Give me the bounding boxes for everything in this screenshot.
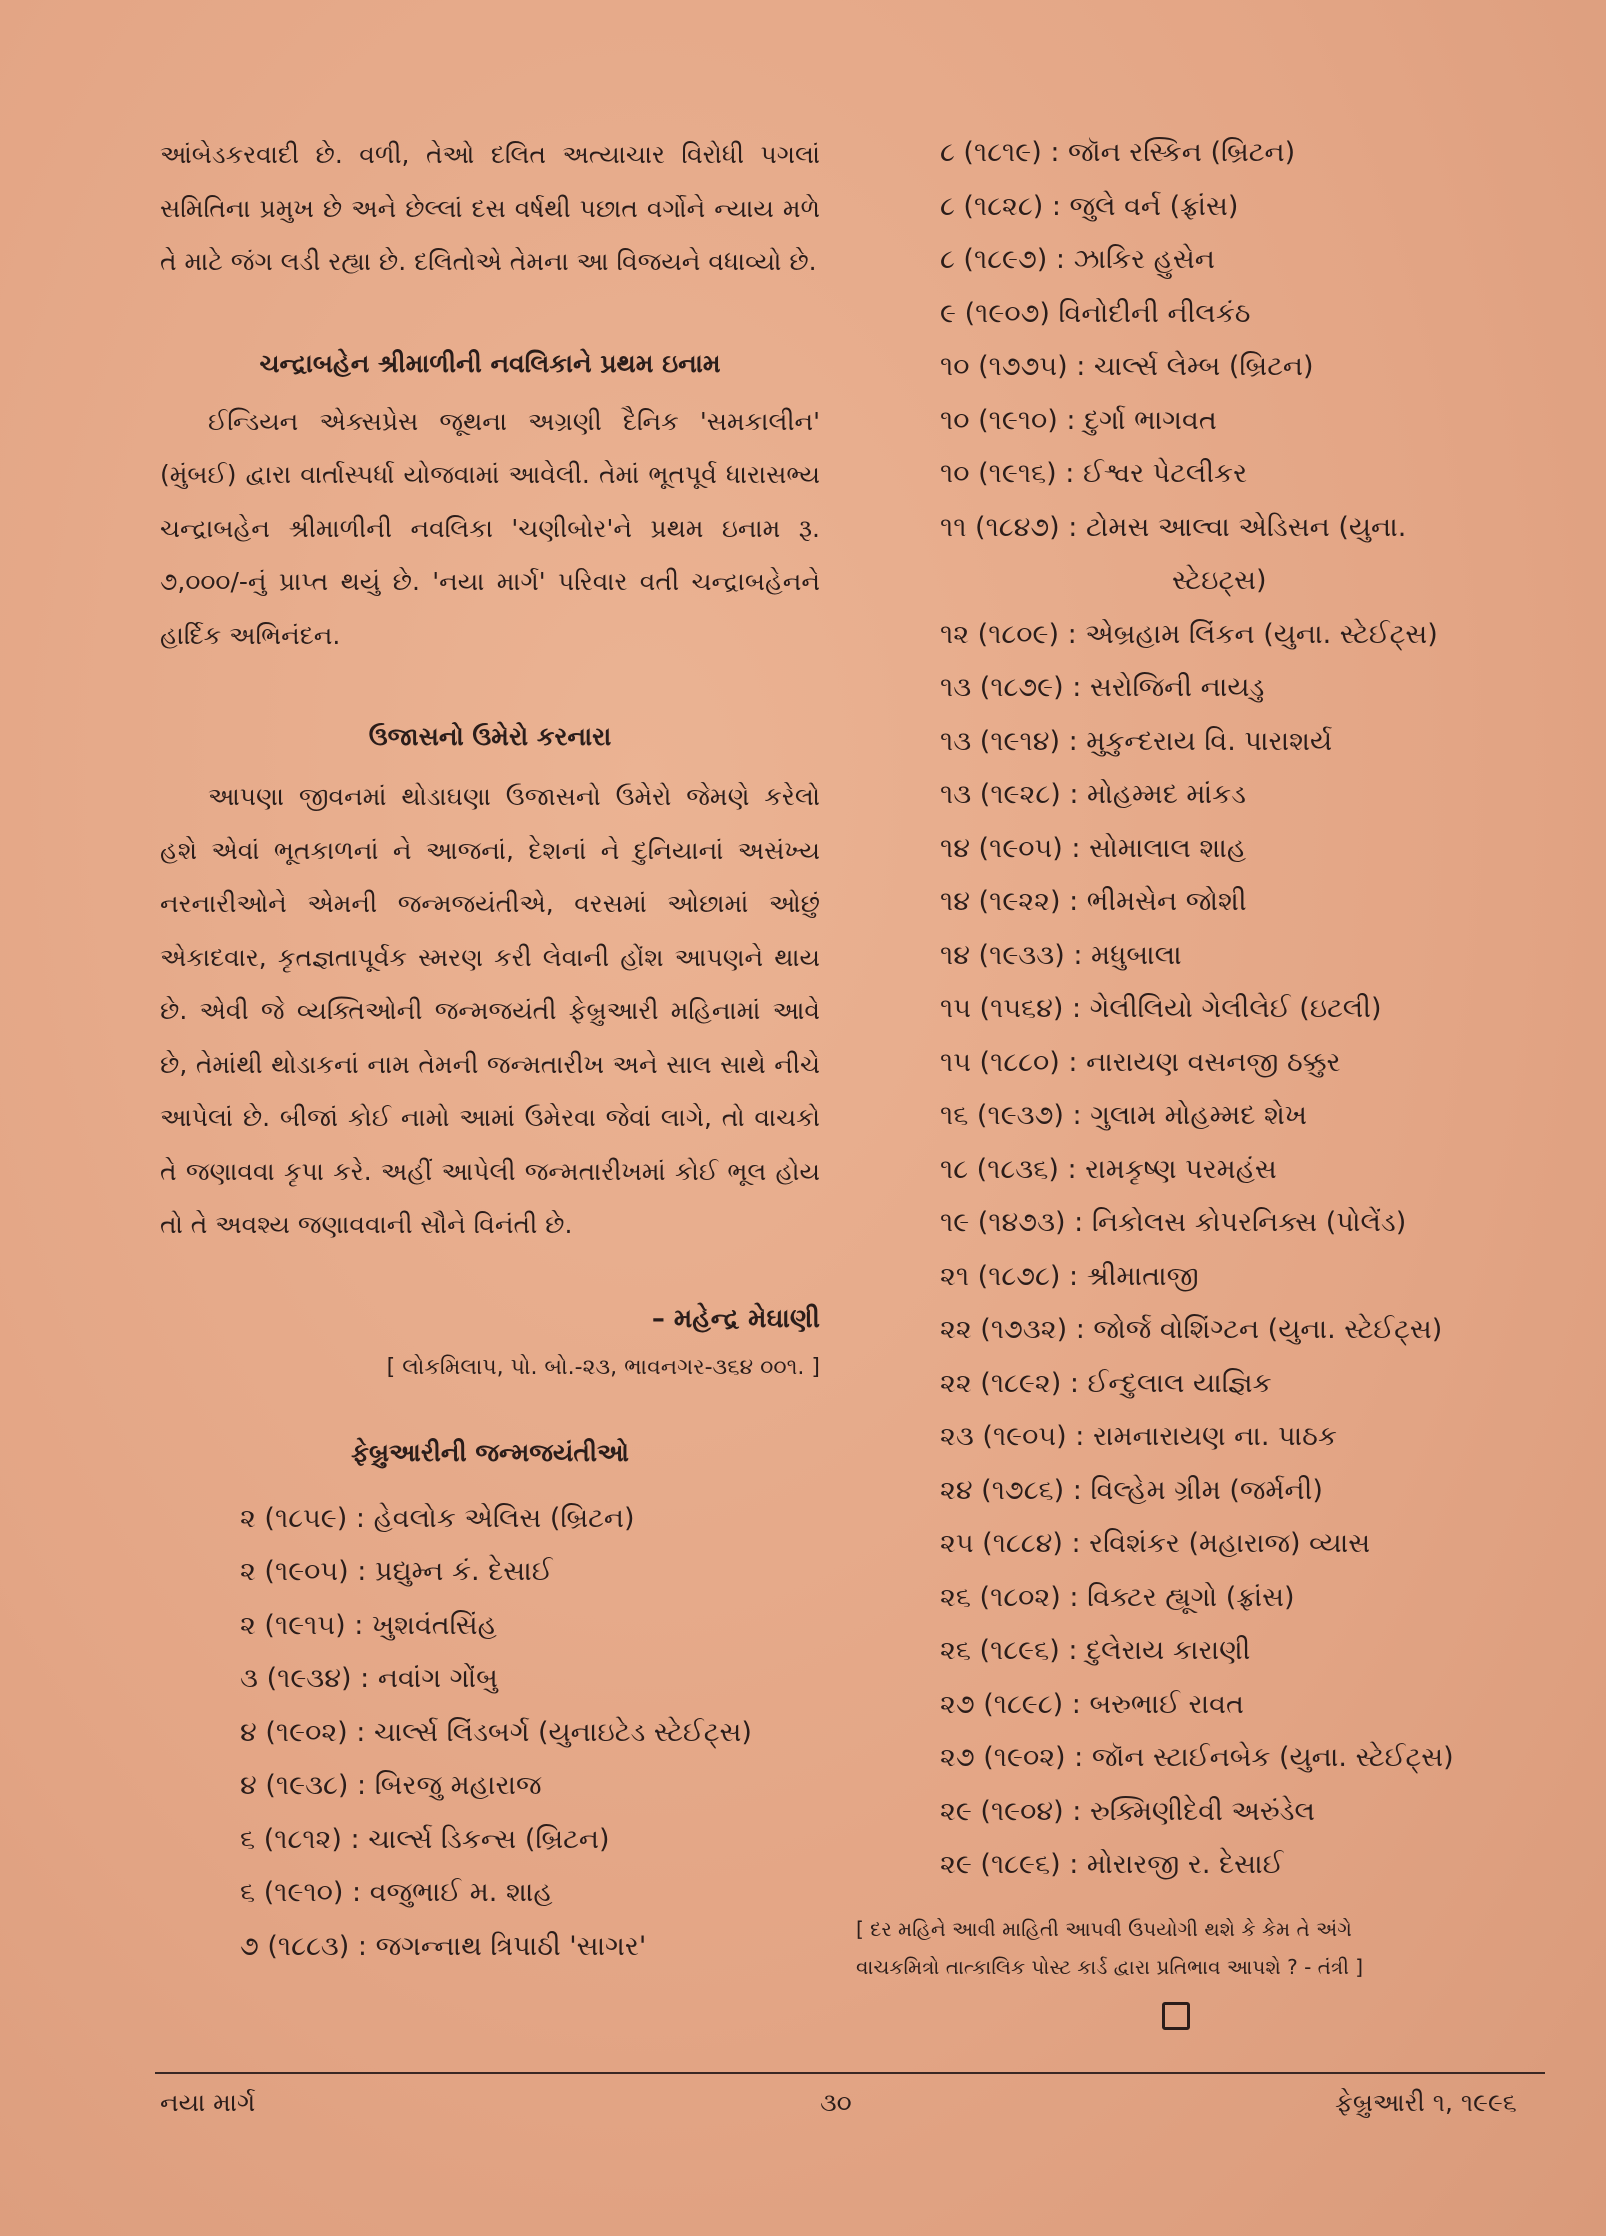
list-item: ૨૩ (૧૯૦૫) : રામનારાયણ ના. પાઠક [940, 1421, 1337, 1452]
author-address: [ લોકમિલાપ, પો. બો.-૨૩, ભાવનગર-૩૬૪ ૦૦૧. ] [386, 1354, 820, 1380]
list-item: ૮ (૧૮૨૮) : જુલે વર્ન (ફ્રાંસ) [940, 190, 1239, 222]
list-item: ૧૧ (૧૮૪૭) : ટોમસ આલ્વા એડિસન (યુના. [940, 511, 1407, 543]
list-item: ૧૦ (૧૯૧૦) : દુર્ગા ભાગવત [940, 404, 1217, 436]
section-heading-award: ચન્દ્રાબહેન શ્રીમાળીની નવલિકાને પ્રથમ ઇનામ [259, 348, 721, 378]
list-item: ૧૩ (૧૮૭૯) : સરોજિની નાયડુ [940, 672, 1265, 703]
birthday-list-left [160, 1492, 820, 1974]
intro-paragraph: આંબેડકરવાદી છે. વળી, તેઓ દલિત અત્યાચાર વિરોધી પગલાં સમિતિના પ્રમુખ છે અને છેલ્લાં દસ વર્ષથી પછાત વર્ગોને ન્યાય મળે તે માટે જંગ લડી રહ્યા છે. દલિતોએ તેમના આ વિજયને વધાવ્યો છે. [160, 140, 820, 276]
list-item: ૨ (૧૮૫૯) : હેવલોક એલિસ (બ્રિટન) [240, 1502, 635, 1534]
list-item: ૪ (૧૯૦૨) : ચાર્લ્સ લિંડબર્ગ (યુનાઇટેડ સ્ટેઈટ્સ) [240, 1716, 752, 1748]
author-signature: – મહેન્દ્ર મેઘાણી [651, 1303, 820, 1334]
list-item: ૧૩ (૧૯૨૮) : મોહમ્મદ માંકડ [940, 779, 1246, 810]
list-item: ૧૩ (૧૯૧૪) : મુકુન્દરાય વિ. પારાશર્ય [940, 725, 1333, 757]
footer-rule [155, 2072, 1545, 2074]
editor-note-line: વાચકમિત્રો તાત્કાલિક પોસ્ટ કાર્ડ દ્વારા પ્રતિભાવ આપશે ? - તંત્રી ] [856, 1954, 1364, 1979]
list-item: ૧૨ (૧૮૦૯) : એબ્રહામ લિંકન (યુના. સ્ટેઈટ્સ) [940, 618, 1438, 650]
list-item: ૧૫ (૧૫૬૪) : ગેલીલિયો ગેલીલેઈ (ઇટલી) [940, 993, 1382, 1024]
list-item: ૬ (૧૯૧૦) : વજુભાઈ મ. શાહ [240, 1877, 553, 1908]
list-item: ૨૬ (૧૮૦૨) : વિક્ટર હ્યૂગો (ફ્રાંસ) [940, 1581, 1295, 1613]
section-heading-birthdays: ફેબ્રુઆરીની જન્મજયંતીઓ [351, 1437, 629, 1467]
list-item: ૮ (૧૮૧૯) : જૉન રસ્કિન (બ્રિટન) [940, 137, 1296, 168]
list-item: ૧૦ (૧૭૭૫) : ચાર્લ્સ લેમ્બ (બ્રિટન) [940, 351, 1314, 382]
list-item-continuation: સ્ટેઇટ્સ) [1172, 565, 1267, 596]
birthday-list-right [850, 126, 1540, 1892]
list-item: ૭ (૧૮૮૩) : જગન્નાથ ત્રિપાઠી 'સાગર' [240, 1930, 647, 1962]
award-paragraph: ઈન્ડિયન એક્સપ્રેસ જૂથના અગ્રણી દૈનિક 'સમકાલીન' (મુંબઈ) દ્વારા વાર્તાસ્પર્ધા યોજવામાં આવેલી. તેમાં ભૂતપૂર્વ ધારાસભ્ય ચન્દ્રાબહેન શ્રીમાળીની નવલિકા 'ચણીબોર'ને પ્રથમ ઇનામ રૂ. ૭,૦૦૦/-નું પ્રાપ્ત થયું છે. 'નયા માર્ગ' પરિવાર વતી ચન્દ્રાબહેનને હાર્દિક અભિનંદન. [160, 406, 820, 650]
list-item: ૨૨ (૧૭૩૨) : જોર્જ વોશિંગ્ટન (યુના. સ્ટેઈટ્સ) [940, 1314, 1443, 1345]
list-item: ૨૯ (૧૯૦૪) : રુક્મિણીદેવી અરુંડેલ [940, 1795, 1315, 1827]
footer-magazine-name: નયા માર્ગ [160, 2088, 256, 2117]
footer-issue-date: ફેબ્રુઆરી ૧, ૧૯૯૬ [1335, 2088, 1517, 2117]
list-item: ૧૪ (૧૯૩૩) : મધુબાલા [940, 939, 1182, 971]
list-item: ૩ (૧૯૩૪) : નવાંગ ગોંબુ [240, 1663, 498, 1694]
list-item: ૧૬ (૧૯૩૭) : ગુલામ મોહમ્મદ શેખ [940, 1100, 1307, 1131]
section-heading-ujas: ઉજાસનો ઉમેરો કરનારા [368, 722, 612, 751]
list-item: ૨૭ (૧૯૦૨) : જૉન સ્ટાઈનબેક (યુના. સ્ટેઈટ્સ) [940, 1742, 1454, 1773]
list-item: ૨૨ (૧૮૯૨) : ઈન્દુલાલ યાજ્ઞિક [940, 1367, 1272, 1399]
editor-note [850, 1910, 1540, 1986]
list-item: ૧૪ (૧૯૦૫) : સોમાલાલ શાહ [940, 832, 1247, 864]
list-item: ૧૫ (૧૮૮૦) : નારાયણ વસનજી ઠક્કુર [940, 1046, 1341, 1078]
list-item: ૬ (૧૮૧૨) : ચાર્લ્સ ડિકન્સ (બ્રિટન) [240, 1823, 610, 1855]
page-number: ૩૦ [820, 2088, 852, 2117]
list-item: ૮ (૧૮૯૭) : ઝાકિર હુસેન [940, 244, 1215, 275]
list-item: ૨૯ (૧૮૯૬) : મોરારજી ર. દેસાઈ [940, 1849, 1284, 1880]
list-item: ૧૦ (૧૯૧૬) : ઈશ્વર પેટલીકર [940, 458, 1248, 489]
list-item: ૧૮ (૧૮૩૬) : રામકૃષ્ણ પરમહંસ [940, 1153, 1277, 1185]
list-item: ૨૧ (૧૮૭૮) : શ્રીમાતાજી [940, 1260, 1199, 1292]
list-item: ૧૪ (૧૯૨૨) : ભીમસેન જોશી [940, 886, 1247, 917]
list-item: ૨ (૧૯૧૫) : ખુશવંતસિંહ [240, 1609, 497, 1641]
list-item: ૨૬ (૧૮૯૬) : દુલેરાય કારાણી [940, 1635, 1251, 1666]
list-item: ૨૫ (૧૮૮૪) : રવિશંકર (મહારાજ) વ્યાસ [940, 1528, 1371, 1559]
right-column [850, 126, 1540, 1986]
list-item: ૨૪ (૧૭૮૬) : વિલ્હેમ ગ્રીમ (જર્મની) [940, 1474, 1323, 1506]
editor-note-line: [ દર મહિને આવી માહિતી આપવી ઉપયોગી થશે કે કેમ તે અંગે [856, 1916, 1352, 1941]
list-item: ૧૯ (૧૪૭૩) : નિકોલસ કોપરનિક્સ (પોલેંડ) [940, 1207, 1407, 1238]
list-item: ૨૭ (૧૮૯૮) : બરુભાઈ રાવત [940, 1688, 1244, 1720]
list-item: ૪ (૧૯૩૮) : બિરજુ મહારાજ [240, 1770, 542, 1801]
end-mark-icon [1162, 2002, 1190, 2030]
left-column [160, 128, 820, 1973]
ujas-paragraph: આપણા જીવનમાં થોડાઘણા ઉજાસનો ઉમેરો જેમણે કરેલો હશે એવાં ભૂતકાળનાં ને આજનાં, દેશનાં ને દુનિયાનાં અસંખ્ય નરનારીઓને એમની જન્મજયંતીએ, વરસમાં ઓછામાં ઓછું એકાદવાર, કૃતજ્ઞતાપૂર્વક સ્મરણ કરી લેવાની હોંશ આપણને થાય છે. એવી જે વ્યક્તિઓની જન્મજયંતી ફેબ્રુઆરી મહિનામાં આવે છે, તેમાંથી થોડાકનાં નામ તેમની જન્મતારીખ અને સાલ સાથે નીચે આપેલાં છે. બીજાં કોઈ નામો આમાં ઉમેરવા જેવાં લાગે, તો વાચકો તે જણાવવા કૃપા કરે. અહીં આપેલી જન્મતારીખમાં કોઈ ભૂલ હોય તો તે અવશ્ય જણાવવાની સૌને વિનંતી છે. [160, 782, 820, 1239]
list-item: ૨ (૧૯૦૫) : પ્રદ્યુમ્ન કં. દેસાઈ [240, 1556, 553, 1587]
list-item: ૯ (૧૯૦૭) વિનોદીની નીલકંઠ [940, 297, 1251, 329]
